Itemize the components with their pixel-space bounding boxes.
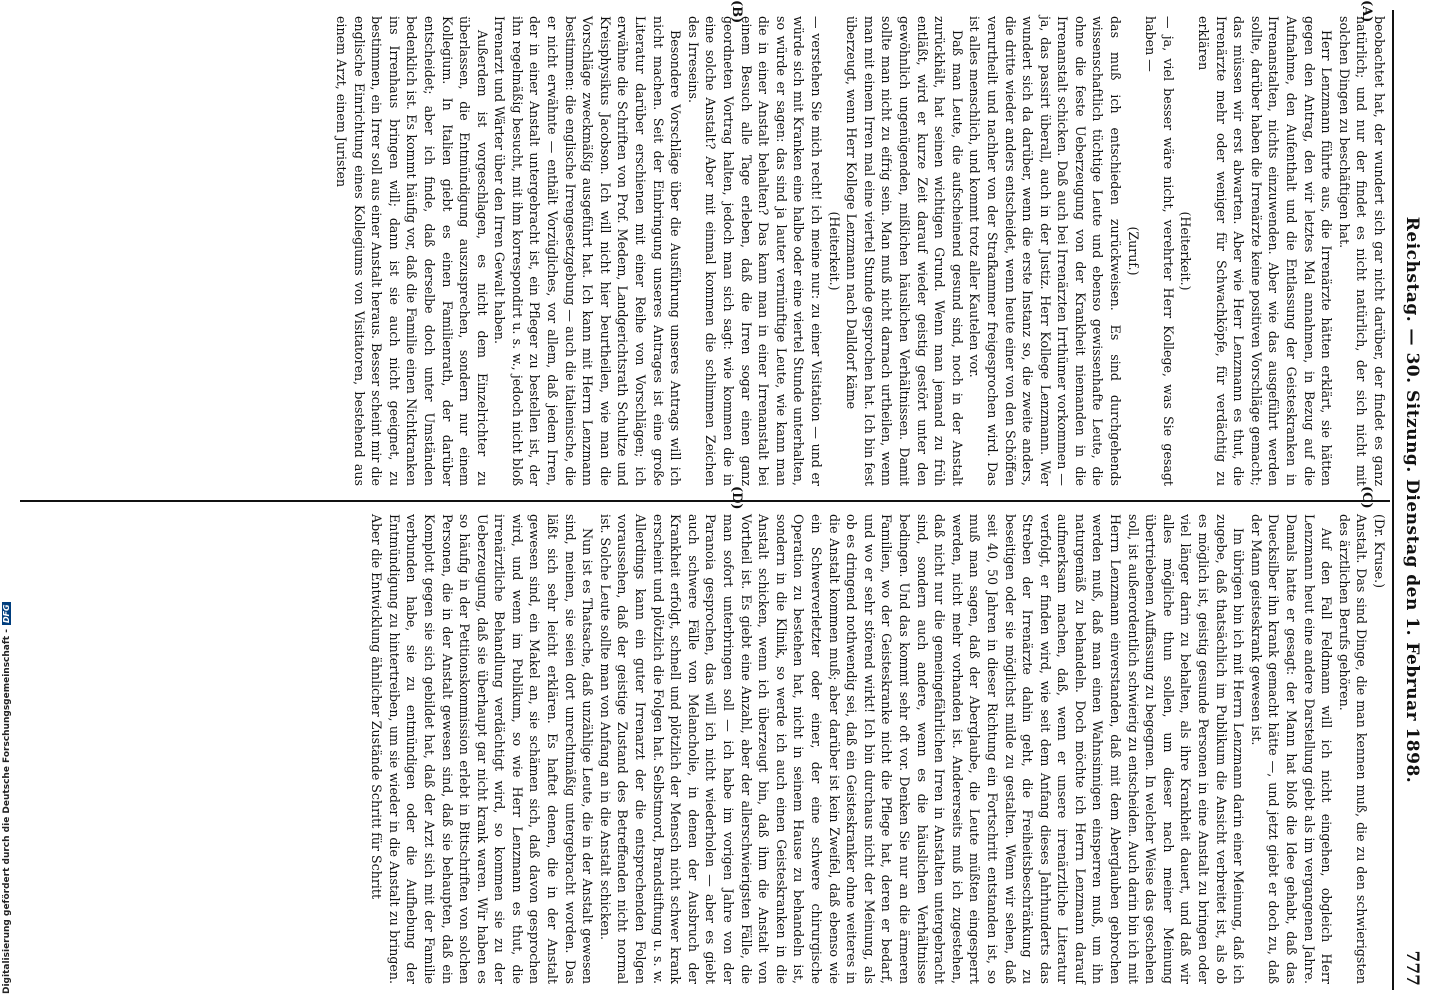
- page-header: [1396, 14, 1422, 986]
- margin-letter-d: (D): [729, 486, 744, 510]
- margin-letter-b: (B): [729, 0, 744, 24]
- margin-letter-c: (C): [1359, 486, 1374, 509]
- left-text-column: [20, 514, 1388, 984]
- right-text-column: [20, 16, 1388, 486]
- paragraph: beobachtet hat, der wundert sich gar nicht darüber, der findet es ganz natürlich; und nur der findet es nicht natürlich, der sich nicht mit solchen Dingen zu beschäftigen hat.: [1336, 16, 1387, 486]
- credit-text: Digitalisierung gefördert durch die Deutsche Forschungsgemeinschaft -: [2, 629, 12, 994]
- paragraph: — ja, viel besser wäre nicht, verehrter Herr Kollege, was Sie gesagt haben —: [1143, 16, 1176, 486]
- paragraph: Daß man Leute, die aufscheinend gesund sind, noch in der Anstalt zurückhält, hat seinen wichtigen Grund. Wenn man jemand zu früh entläßt, wird er kurze Zeit darauf wieder geistig gestört unter den gewöhnlich ungenügenden, mißlichen häuslichen Verhältnissen. Damit sollte man nicht zu eifrig sein. Man muß nicht darnach urtheilen, wenn man mit einem Irren mal eine viertel Stunde gesprochen hat. Ich bin fest überzeugt, wenn Herr Kollege Lenzmann nach Dalldorf käme: [844, 16, 965, 486]
- paragraph: das muß ich entschieden zurückweisen. Es sind durchgehends wissenschaftlich tüchtige Leute und ebenso gewissenhafte Leute, die ohne die feste Ueberzeugung von der Krankheit niemanden in die Irrenanstalt schicken. Daß auch bei Irrenärzten Irrthümer vorkommen — ja, das passirt überall, auch in der Justiz. Herr Kollege Lenzmann. Wer wundert sich da darüber, wenn die erste Instanz so, die zweite anders, die dritte wieder anders entscheidet, wenn heute einer von den Schöffen verurtheilt und nachher von der Strafkammer freigesprochen wird. Das ist alles menschlich, und kommt trotz aller Kautelen vor.: [967, 16, 1124, 486]
- digitization-credit: [2, 4, 16, 994]
- margin-letter-a: (A): [1359, 0, 1374, 23]
- paragraph: — verstehen Sie mich recht! ich meine nur: zu einer Visitation — und er würde sich mit Kranken eine halbe oder eine viertel Stunde unterhalten, so würde er sagen: das sind ja lauter vernünftige Leute, wie kann man die in einer Anstalt behalten? Das kann man in einer Irrenanstalt bei einem Besuch alle Tage erleben, daß die Irren sogar einen ganz geordneten Vortrag halten, jedoch man sich sagt: wie kommen die in eine solche Anstalt? Aber mit einmal kommen die schlimmen Zeichen des Irreseins.: [685, 16, 824, 486]
- column-divider: [20, 500, 1390, 502]
- paragraph: Besondere Vorschläge über die Ausführung unseres Antrags will ich nicht machen. Seit der Einbringung unseres Antrages ist eine große Literatur darüber erschienen mit einer Reihe von Vorschlägen; ich erwähne die Schriften von Prof. Medem, Landgerichtsrath Schultze und Kreisphysikus Jacobson. Ich will nicht hier beurtheilen, wie man die Vorschläge zweckmäßig ausgeführt hat. Ich kann mit Herrn Lenzmann bestimmen: die englische Irrengesetzgebung — auch die italienische, die er nicht erwähnte — enthält Vorzügliches, vor allem, daß jedem Irren, der in einer Anstalt untergebracht ist, ein Pfleger zu bestellen ist, der ihn regelmäßig besucht, mit ihm korrespondirt u. s. w., jedoch nicht bloß Irrenarzt und Wärter über den Irren Gewalt haben.: [492, 16, 684, 486]
- page-number: 777: [1402, 950, 1422, 986]
- paragraph: Anstalt. Das sind Dinge, die man kennen muß, die zu den schwierigsten des ärztlichen Berufs gehören.: [1336, 514, 1370, 984]
- paragraph: Auf den Fall Feldmann will ich nicht eingehen, obgleich Herr Lenzmann heut eine andere Darstellung giebt als im vergangenen Jahre. Damals hatte er gesagt: der Mann hat bloß die Idee gehabt, daß das Duecksilber ihn krank gemacht hätte —, und jetzt giebt er doch zu, daß der Mann geisteskrank gewesen ist.: [1248, 514, 1335, 984]
- paragraph: Nun ist es Thatsache, daß unzählige Leute, die in der Anstalt gewesen sind, meinen, sie seien dort unrechtmäßig untergebracht worden. Das läßt sich sehr leicht erklären. Es haftet denen, die in der Anstalt gewesen sind, ein Makel an, sie schämen sich, daß davon gesprochen wird, und wenn im Publikum, so wie Herr Lenzmann es thut, die irrenärztliche Behandlung verdächtigt wird, so kommen sie zu der Ueberzeugung, daß sie überhaupt gar nicht krank waren. Wir haben es so häufig in der Petitionskommission erlebt in Bittschriften von solchen Personen, die in der Anstalt gewesen sind, daß sie behaupten, daß ein Komplott gegen sie sich gebildet hat, daß der Arzt sich mit der Familie verbunden habe, sie zu entmündigen oder die Aufhebung der Entmündigung zu hintertreiben, um sie wieder in die Anstalt zu bringen. Aber die Entwicklung ähnlicher Zustände Schritt für Schritt: [369, 514, 596, 984]
- interjection: (Heiterkeit.): [1178, 211, 1194, 291]
- interjection: (Heiterkeit.): [826, 211, 842, 291]
- interjection: (Zuruf.): [1125, 226, 1141, 276]
- speaker-name: (Dr. Kruse.): [1372, 514, 1387, 589]
- header-rule: [1392, 10, 1394, 990]
- page-title: Reichstag. — 30. Sitzung. Dienstag den 1. Februar 1898.: [1402, 216, 1422, 784]
- paragraph: Herr Lenzmann führte aus, die Irrenärzte hätten erklärt, sie hätten gegen den Antrag, den wir letztes Mal annahmen, in Bezug auf die Aufnahme, den Aufenthalt und die Entlassung der Geisteskranken in Irrenanstalten, nichts einzuwenden. Aber wie das ausgeführt werden sollte, darüber haben die Irrenärzte keine positiven Vorschläge gemacht; das müssen wir erst abwarten. Aber wie Herr Lenzmann es thut, die Irrenärzte mehr oder weniger für Schwachköpfe, für verdächtig zu erklären: [1196, 16, 1335, 486]
- paragraph: Außerdem ist vorgeschlagen, es nicht dem Einzelrichter zu überlassen, die Entmündigung auszusprechen, sondern nur einem Kollegium. In Italien giebt es einen Familienrath, der darüber entscheidet; aber ich finde, daß derselbe doch unter Umständen bedenklich ist. Es kommt häufig vor, daß die Familie einen Nichtkranken ins Irrenhaus bringen will; dann ist sie auch nicht geeignet, zu bestimmen, ein Irrer soll aus einer Anstalt heraus. Besser scheint mir die englische Einrichtung eines Kollegiums von Visitatoren, bestehend aus einem Arzt, einem Juristen: [333, 16, 490, 486]
- dfg-logo: DFG: [2, 604, 11, 624]
- paragraph: Im übrigen bin ich mit Herrn Lenzmann darin einer Meinung, daß ich zugebe, daß thatsächlich im Publikum die Ansicht verbreitet ist, als ob es möglich ist, geistig gesunde Personen in eine Anstalt zu bringen oder viel länger darin zu behalten, als ihre Krankheit dauert, und daß wir alles mögliche thun sollen, um dieser nach meiner Meinung übertriebenen Auffassung zu begegnen. In welcher Weise das geschehen soll, ist außerordentlich schwierig zu entscheiden. Auch darin bin ich mit Herrn Lenzmann einverstanden, daß mit dem Aberglauben gebrochen werden muß, daß man einen Wahnsinnigen einsperren muß, um ihn naturgemäß zu behandeln. Doch möchte ich Herrn Lenzmann darauf aufmerksam machen, daß, wenn er unsere irrenärztliche Literatur verfolgt, er finden wird, wie seit dem Anfang dieses Jahrhunderts das Streben der Irrenärzte dahin geht, die Freiheitsbeschränkung zu beseitigen oder sie möglichst milde zu gestalten. Wenn wir sehen, daß seit 40, 50 Jahren in dieser Richtung ein Fortschritt entstanden ist, so muß man sagen, daß der Aberglaube, die Leute müßten eingesperrt werden, nicht mehr vorhanden ist. Andererseits muß ich zugestehen, daß nicht nur die gemeingefährlichen Irren in Anstalten untergebracht sind, sondern auch andere, wenn es die häuslichen Verhältnisse bedingen. Und das kommt sehr oft vor. Denken Sie nur an die ärmeren Familien, wo der Geisteskranke nicht die Pflege hat, deren er bedarf, und wo er sehr störend wirkt! Ich bin durchaus nicht der Meinung, als ob es dringend nothwendig sei, daß ein Geisteskranker ohne weiteres in die Anstalt kommen muß; aber darüber ist kein Zweifel, daß ebenso wie ein Schwerverletzter oder einer, der eine schwere chirurgische Operation zu bestehen hat, nicht in seinem Hause zu behandeln ist, sondern in die Klinik, so werde ich auch einen Geisteskranken in die Anstalt schicken, wenn ich überzeugt bin, daß ihm die Anstalt von Vortheil ist. Es giebt eine Anzahl, aber der allerschwierigsten Fälle, die man sofort unterbringen soll — ich habe im vorigen Jahre von der Paranoia gesprochen, das will ich nicht wiederholen — aber es giebt auch schwere Fälle von Melancholie, in denen der Ausbruch der Krankheit erfolgt, schnell und plötzlich der Mensch nicht schwer krank erscheint und plötzlich die Folgen hat. Selbstmord, Brandstiftung u. s. w. Allerdings kann ein guter Irrenarzt der die entsprechenden Folgen voraussehen, daß der geistige Zustand des Betreffenden nicht normal ist. Solche Leute sollte man von Anfang an in die Anstalt schicken.: [597, 514, 1247, 984]
